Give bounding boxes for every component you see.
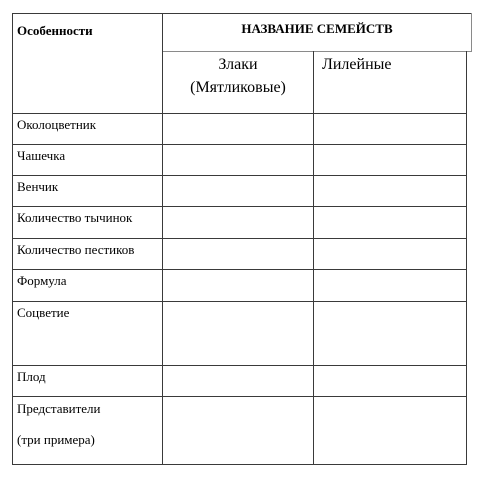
row-label-representatives-note: (три примера) bbox=[17, 432, 95, 447]
family-name-grasses-alt: (Мятликовые) bbox=[190, 79, 286, 96]
features-header: Особенности bbox=[17, 23, 93, 38]
row-label-perianth: Околоцветник bbox=[17, 117, 97, 132]
row-label-pistils-count: Количество пестиков bbox=[17, 242, 135, 257]
row-label-stamens-count: Количество тычинок bbox=[17, 210, 133, 225]
row-label-corolla: Венчик bbox=[17, 179, 59, 194]
bottom-border bbox=[12, 464, 467, 465]
family-name-lilies: Лилейные bbox=[322, 56, 392, 73]
row-label-representatives: Представители bbox=[17, 401, 101, 416]
family-column-divider bbox=[313, 51, 314, 465]
row-border bbox=[12, 238, 467, 239]
row-border bbox=[12, 144, 467, 145]
row-border bbox=[12, 301, 467, 302]
row-border bbox=[12, 206, 467, 207]
families-header: НАЗВАНИЕ СЕМЕЙСТВ bbox=[241, 21, 393, 36]
families-header-bottom bbox=[163, 51, 472, 52]
row-label-inflorescence: Соцветие bbox=[17, 305, 70, 320]
row-label-formula: Формула bbox=[17, 273, 67, 288]
left-border bbox=[12, 13, 13, 465]
family-name-grasses: Злаки bbox=[218, 56, 258, 73]
row-border bbox=[12, 175, 467, 176]
row-border bbox=[12, 396, 467, 397]
right-border bbox=[466, 51, 467, 465]
top-border bbox=[12, 13, 472, 14]
row-border bbox=[12, 269, 467, 270]
row-label-fruit: Плод bbox=[17, 369, 46, 384]
row-label-calyx: Чашечка bbox=[17, 148, 66, 163]
row-border bbox=[12, 365, 467, 366]
header-bottom-border bbox=[12, 113, 467, 114]
header-right-border bbox=[471, 13, 472, 51]
